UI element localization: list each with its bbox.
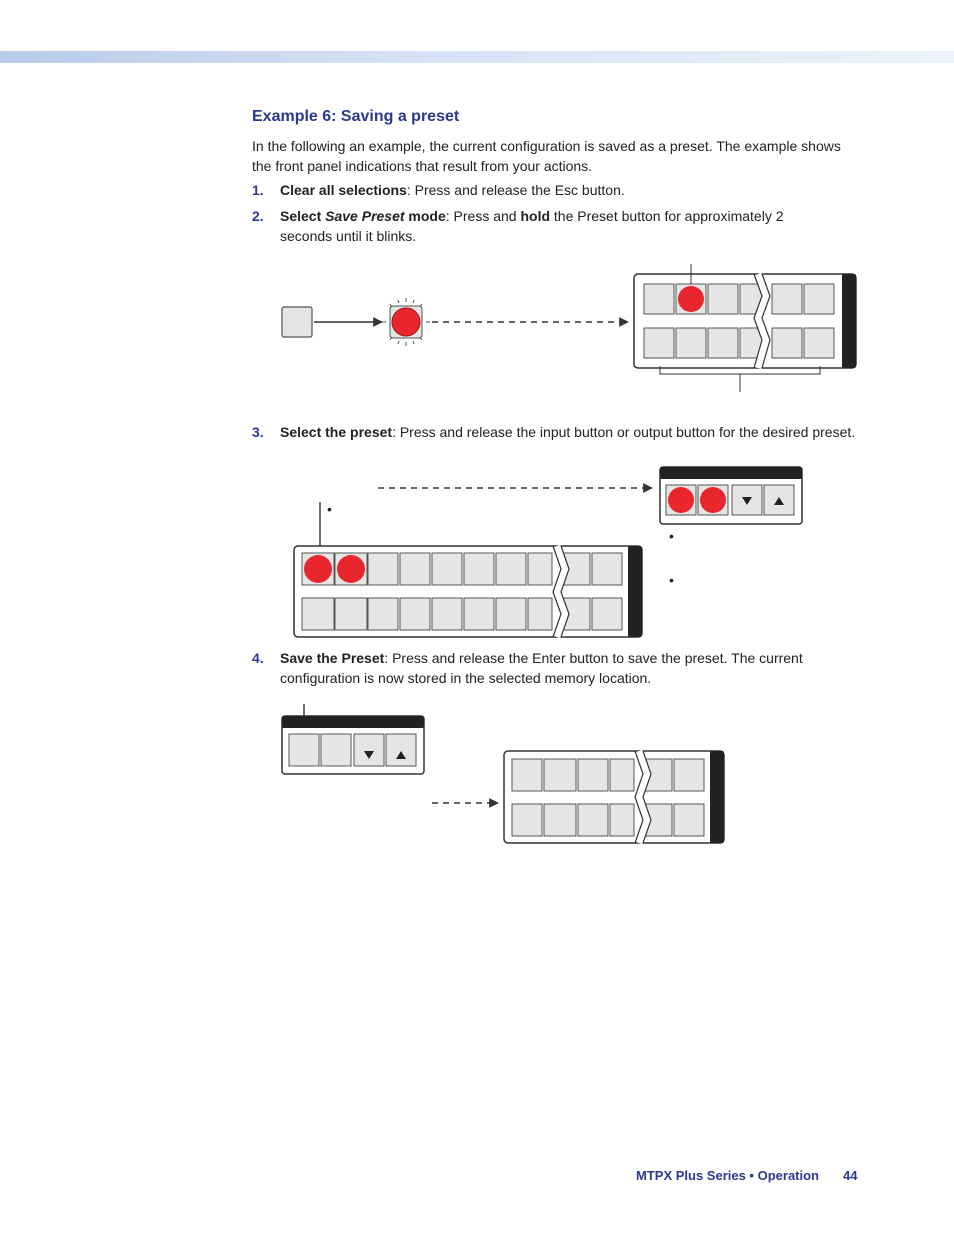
- step-number: 2.: [252, 208, 264, 224]
- step-hold: hold: [520, 208, 551, 224]
- step-number: 1.: [252, 182, 264, 198]
- step-number: 3.: [252, 424, 264, 440]
- step-title-b: mode: [404, 208, 446, 224]
- step-title: Select the preset: [280, 424, 393, 440]
- control-panel-3: [282, 716, 424, 774]
- bullet-2: •: [669, 528, 674, 544]
- page-number: 44: [843, 1168, 858, 1183]
- control-panel-2: [660, 467, 802, 524]
- preset-button-blinking[interactable]: [382, 298, 430, 346]
- diagram-step-2: [282, 264, 856, 392]
- intro-paragraph: In the following an example, the current configuration is saved as a preset. The example shows the front panel indications that result from your actions.: [252, 138, 841, 174]
- io-panel-2: [294, 546, 642, 637]
- down-button[interactable]: [354, 734, 384, 766]
- step-title: Save the Preset: [280, 650, 385, 666]
- section-heading: Example 6: Saving a preset: [252, 108, 460, 125]
- up-button[interactable]: [386, 734, 416, 766]
- step-title-italic: Save Preset: [325, 208, 405, 224]
- diagram-step-3: [294, 467, 802, 637]
- esc-button[interactable]: [282, 307, 312, 337]
- step-text-b: the Preset button for approximately 2 seconds until it blinks.: [280, 208, 784, 244]
- step-title-a: Select: [280, 208, 326, 224]
- step-text: : Press and release the Enter button to save the preset. The current configuration is now stored in the selected memory location.: [280, 650, 803, 686]
- footer-title: MTPX Plus Series • Operation: [636, 1168, 819, 1183]
- enter-button[interactable]: [289, 734, 319, 766]
- page-footer: [636, 1168, 857, 1183]
- step-text: : Press and release the input button or output button for the desired preset.: [392, 424, 856, 440]
- diagram-step-4: [282, 704, 724, 843]
- step-text: : Press and release the Esc button.: [406, 182, 625, 198]
- io-panel-3: [504, 751, 724, 843]
- step-text-a: : Press and: [445, 208, 521, 224]
- io-panel-1: [634, 274, 856, 368]
- bullet-1: •: [327, 501, 332, 517]
- step-number: 4.: [252, 650, 264, 666]
- step-title: Clear all selections: [280, 182, 407, 198]
- bullet-3: •: [669, 572, 674, 588]
